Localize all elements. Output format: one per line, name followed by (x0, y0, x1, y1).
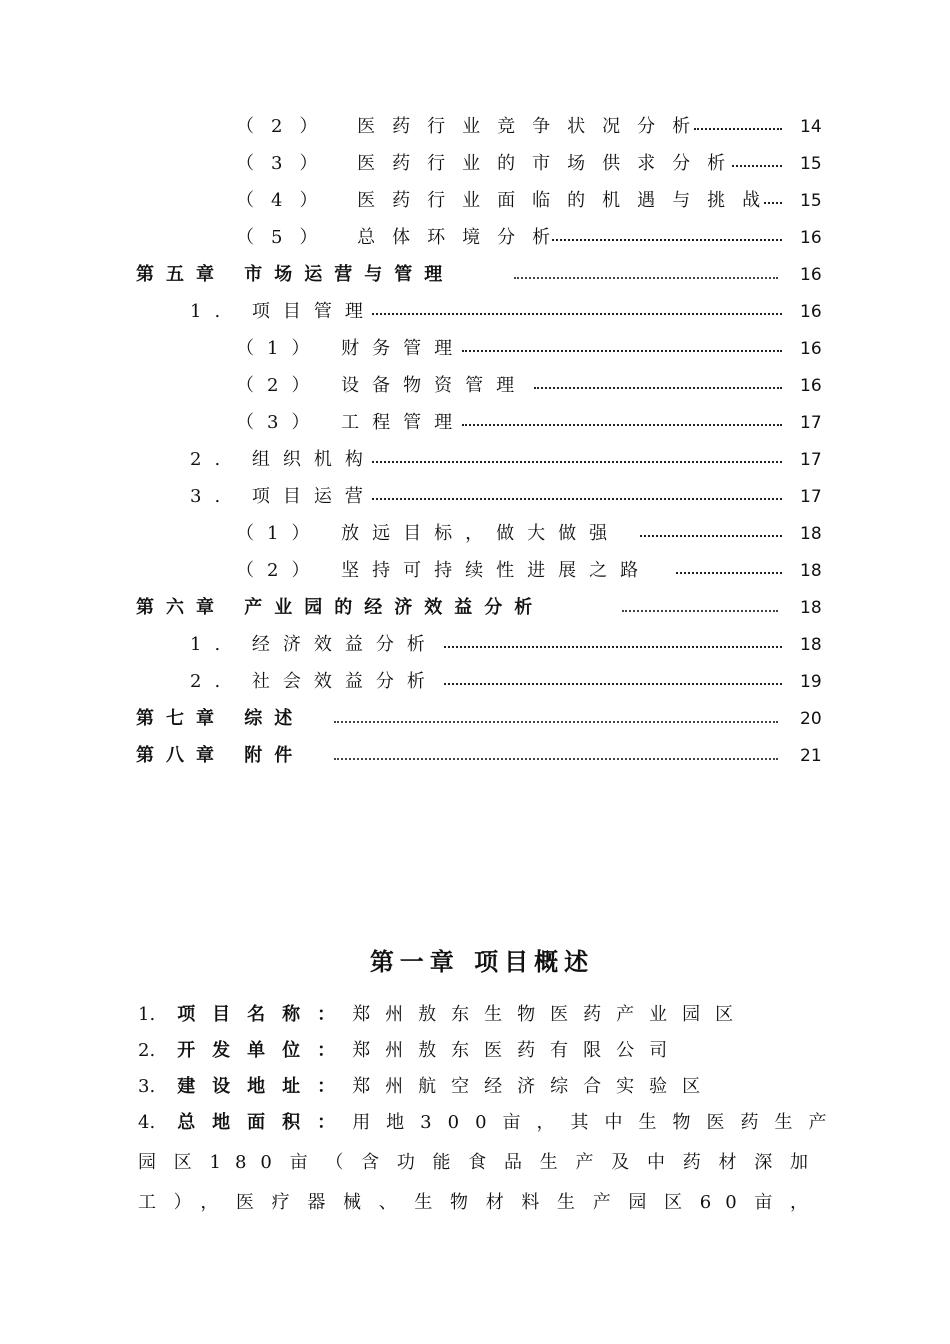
toc-leader (552, 239, 782, 241)
toc-leader (764, 202, 782, 204)
item-key: 建设地址： (177, 1076, 353, 1097)
toc-entry[interactable] (0, 113, 950, 141)
item-value: 郑州敖东医药有限公司 (352, 1040, 683, 1061)
toc-page-number: 17 (800, 487, 822, 507)
toc-chapter-entry[interactable] (0, 742, 950, 770)
toc-leader (334, 721, 778, 723)
item-value: 郑州敖东生物医药产业园区 (352, 1004, 749, 1025)
toc-page-number: 15 (800, 154, 822, 174)
toc-entry-label: （4） 医药行业面临的机遇与挑战 (236, 190, 778, 211)
toc-entry-label: （5） 总体环境分析 (236, 227, 568, 248)
toc-chapter-entry[interactable] (0, 594, 950, 622)
toc-leader (640, 535, 782, 537)
toc-entry[interactable] (0, 150, 950, 178)
toc-page-number: 17 (800, 450, 822, 470)
paragraph-line: 工），医疗器械、生物材料生产园区60亩， (138, 1192, 822, 1213)
toc-entry-label: （2） 设备物资管理 (236, 375, 528, 396)
toc-entry[interactable] (0, 631, 950, 659)
toc-page-number: 14 (800, 117, 822, 137)
toc-page-number: 19 (800, 672, 822, 692)
toc-chapter-label: 第六章 产业园的经济效益分析 (136, 597, 545, 618)
toc-leader (732, 165, 782, 167)
toc-page-number: 18 (800, 561, 822, 581)
toc-leader (534, 387, 782, 389)
item-number: 4. (138, 1112, 156, 1133)
project-info-line (138, 1073, 715, 1101)
project-info-line (138, 1037, 682, 1065)
toc-entry-label: （1） 放远目标，做大做强 (236, 523, 621, 544)
toc-leader (334, 758, 778, 760)
toc-entry[interactable] (0, 372, 950, 400)
toc-entry[interactable] (0, 187, 950, 215)
toc-leader (372, 313, 782, 315)
paragraph-line: 园区180亩（含功能食品生产及中药材深加 (138, 1152, 822, 1173)
item-value: 郑州航空经济综合实验区 (352, 1076, 716, 1097)
toc-page-number: 16 (800, 376, 822, 396)
project-info-line (138, 1109, 843, 1137)
item-key: 项目名称： (177, 1004, 353, 1025)
toc-entry-label: 2. 组织机构 (190, 449, 376, 470)
toc-leader (622, 610, 778, 612)
toc-page-number: 15 (800, 191, 822, 211)
toc-page-number: 16 (800, 339, 822, 359)
toc-page-number: 21 (800, 746, 822, 766)
toc-chapter-entry[interactable] (0, 261, 950, 289)
toc-page-number: 16 (800, 302, 822, 322)
toc-leader (444, 646, 782, 648)
item-value: 用地300亩，其中生物医药生产 (352, 1112, 843, 1133)
toc-leader (694, 128, 782, 130)
item-key: 总地面积： (177, 1112, 353, 1133)
toc-chapter-label: 第七章 综述 (136, 708, 305, 729)
toc-chapter-label: 第五章 市场运营与管理 (136, 264, 455, 285)
toc-entry[interactable] (0, 557, 950, 585)
toc-entry-label: 1. 项目管理 (190, 301, 376, 322)
toc-entry[interactable] (0, 224, 950, 252)
toc-page-number: 18 (800, 524, 822, 544)
toc-entry[interactable] (0, 298, 950, 326)
toc-page-number: 16 (800, 228, 822, 248)
toc-page-number: 20 (800, 709, 822, 729)
toc-page-number: 16 (800, 265, 822, 285)
toc-page-number: 18 (800, 598, 822, 618)
toc-page-number: 17 (800, 413, 822, 433)
toc-page-number: 18 (800, 635, 822, 655)
toc-leader (444, 683, 782, 685)
toc-leader (514, 277, 778, 279)
project-info-line (138, 1001, 748, 1029)
toc-leader (462, 424, 782, 426)
toc-leader (676, 572, 782, 574)
toc-entry[interactable] (0, 446, 950, 474)
toc-entry[interactable] (0, 483, 950, 511)
toc-entry-label: （2） 医药行业竞争状况分析 (236, 116, 708, 137)
toc-entry-label: （3） 医药行业的市场供求分析 (236, 153, 743, 174)
item-number: 3. (138, 1076, 156, 1097)
toc-entry[interactable] (0, 668, 950, 696)
toc-entry[interactable] (0, 520, 950, 548)
toc-entry[interactable] (0, 335, 950, 363)
toc-entry-label: （1） 财务管理 (236, 338, 466, 359)
item-number: 1. (138, 1004, 156, 1025)
item-key: 开发单位： (177, 1040, 353, 1061)
toc-chapter-label: 第八章 附件 (136, 745, 305, 766)
chapter-heading: 第一章 项目概述 (369, 948, 595, 976)
toc-leader (462, 350, 782, 352)
toc-leader (372, 461, 782, 463)
toc-chapter-entry[interactable] (0, 705, 950, 733)
toc-entry-label: （2） 坚持可持续性进展之路 (236, 560, 652, 581)
toc-entry-label: 2. 社会效益分析 (190, 671, 438, 692)
toc-entry-label: （3） 工程管理 (236, 412, 466, 433)
toc-entry[interactable] (0, 409, 950, 437)
toc-leader (372, 498, 782, 500)
toc-entry-label: 3. 项目运营 (190, 486, 376, 507)
toc-entry-label: 1. 经济效益分析 (190, 634, 438, 655)
item-number: 2. (138, 1040, 156, 1061)
